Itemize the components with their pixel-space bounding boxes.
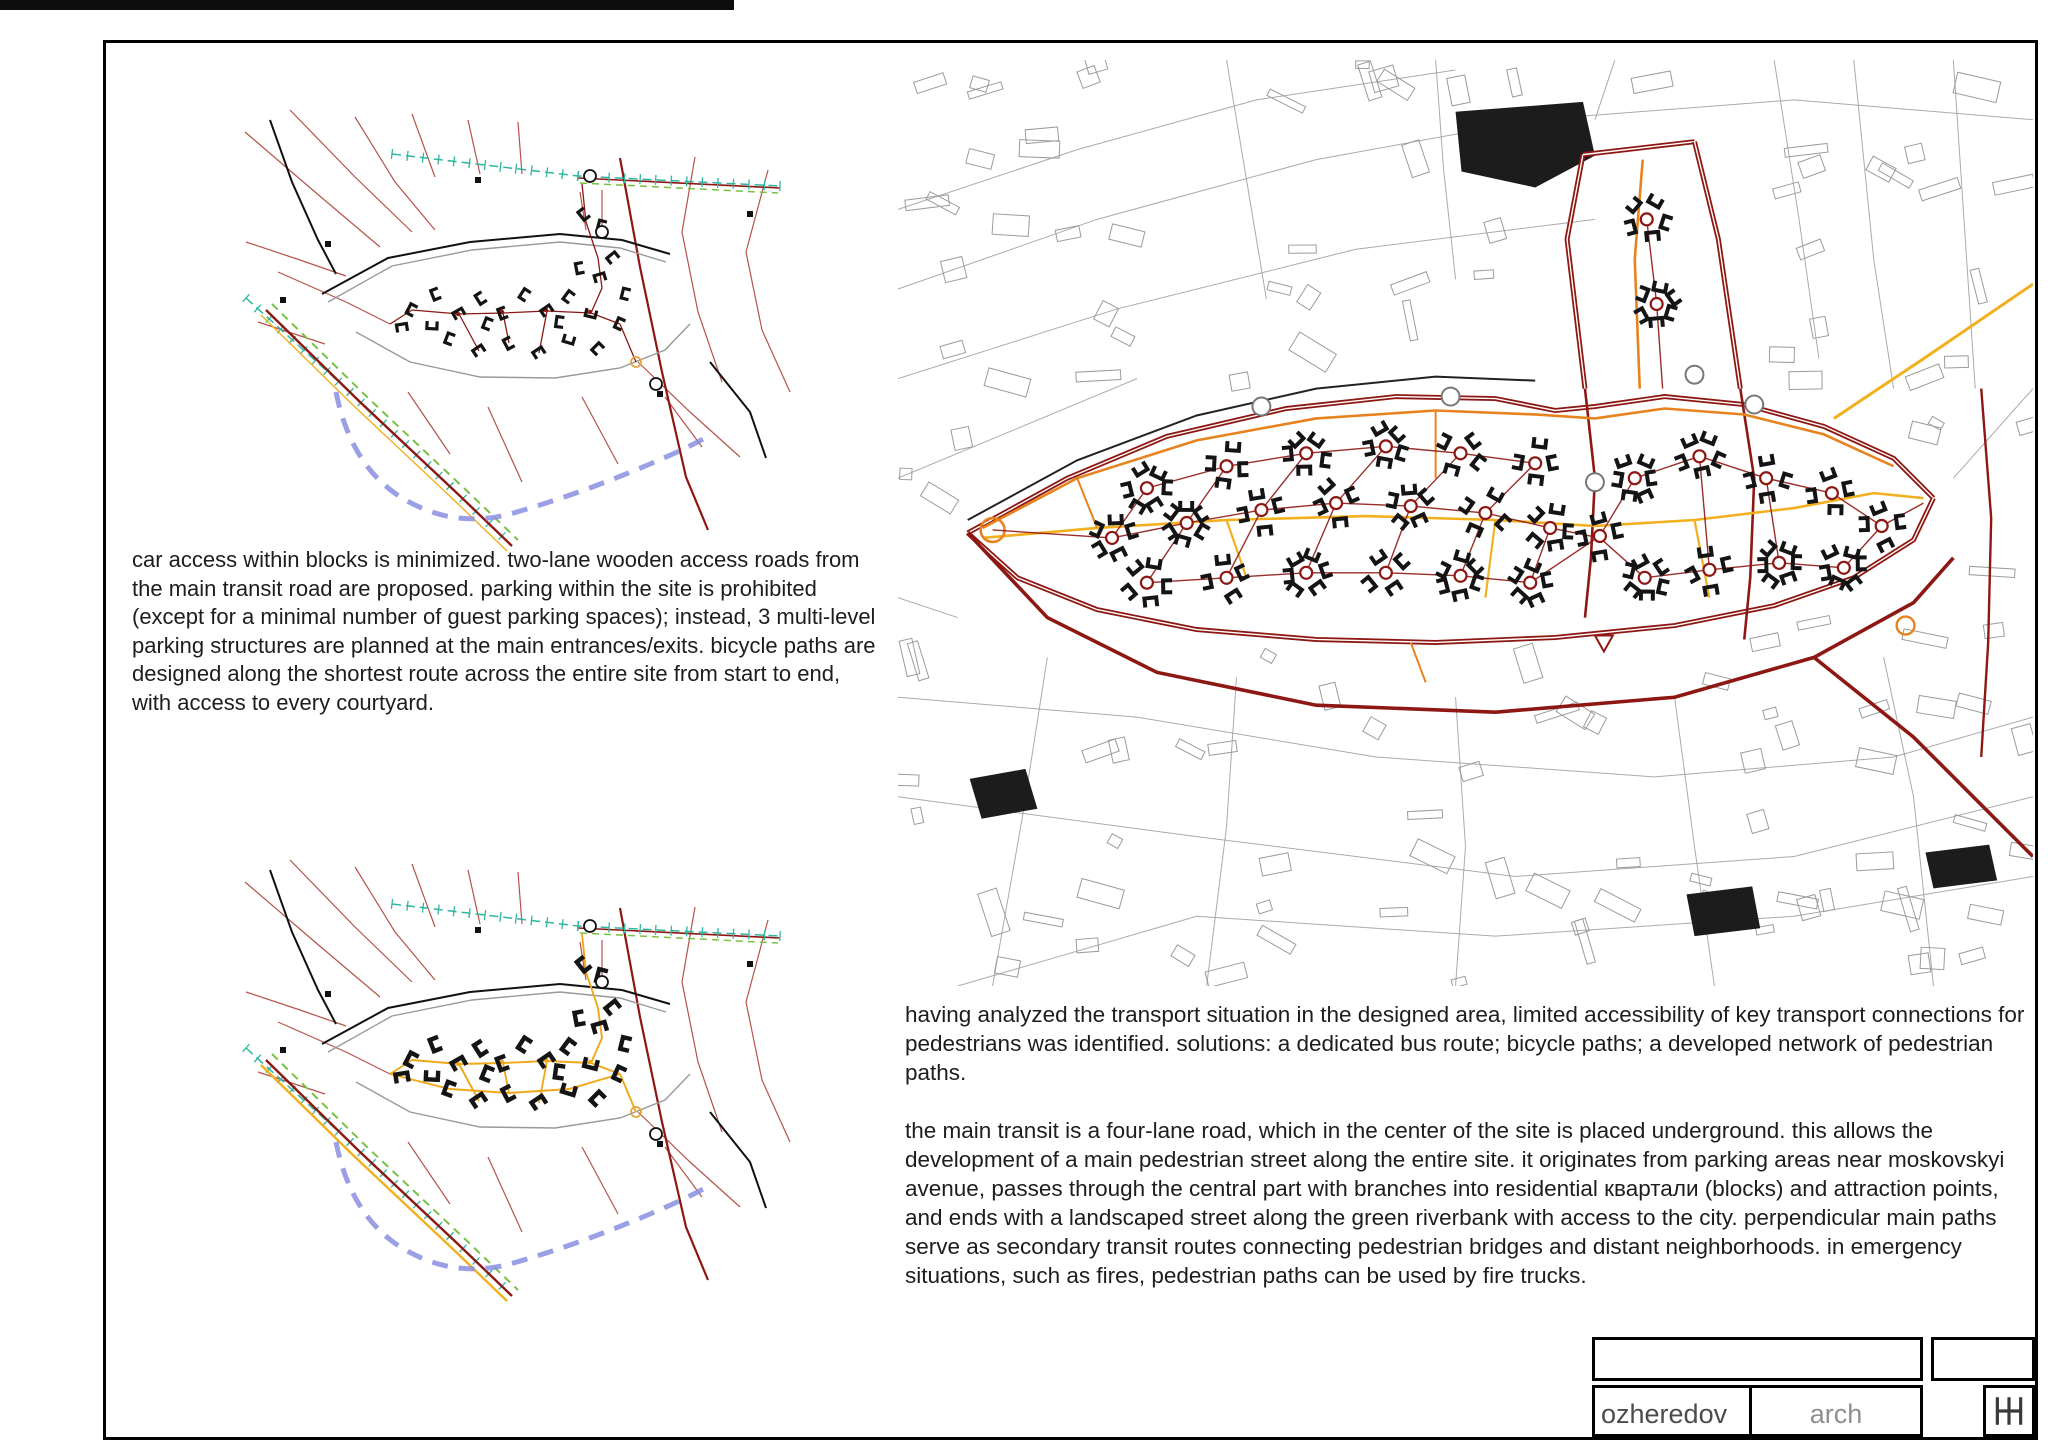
cropped-top-bar (0, 0, 734, 10)
car-access-paragraph: car access within blocks is minimized. two-lane wooden access roads from the main transit road are proposed. parking within the site is prohibited (except for a minimal number of guest parking spaces); instead, 3 multi-level parking structures are planned at the main entrances/exits. bicycle paths are designed along the shortest route across the entire site from start to end, with access to every courtyard. (132, 547, 876, 715)
map-transport-masterplan (898, 60, 2033, 986)
map-car-access-scheme (150, 62, 850, 562)
title-block (1592, 1337, 2035, 1437)
studio-logo-box (1983, 1385, 2035, 1437)
discipline-label: arch (1749, 1385, 1923, 1437)
map-pedestrian-paths-scheme (150, 812, 850, 1312)
studio-logo-icon (1991, 1393, 2027, 1429)
author-name: ozheredov (1592, 1385, 1752, 1437)
title-block-upper-right-cell (1931, 1337, 2035, 1381)
transport-analysis-text (905, 1000, 2030, 1290)
transport-analysis-paragraph-1: having analyzed the transport situation in the designed area, limited accessibility of key transport connections for pedestrians was identified. solutions: a dedicated bus route; bicycle paths; a developed network of pedestrian paths. (905, 1002, 2025, 1085)
title-block-upper-cell (1592, 1337, 1923, 1381)
transport-analysis-paragraph-2: the main transit is a four-lane road, which in the center of the site is placed underground. this allows the development of a main pedestrian street along the entire site. it originates from parking areas near moskovskyi avenue, passes through the central part with branches into residential квартали (blocks) and attraction points, and ends with a landscaped street along the green riverbank with access to the city. perpendicular main paths serve as secondary transit routes connecting pedestrian bridges and distant neighborhoods. in emergency situations, such as fires, pedestrian paths can be used by fire trucks. (905, 1118, 2005, 1288)
